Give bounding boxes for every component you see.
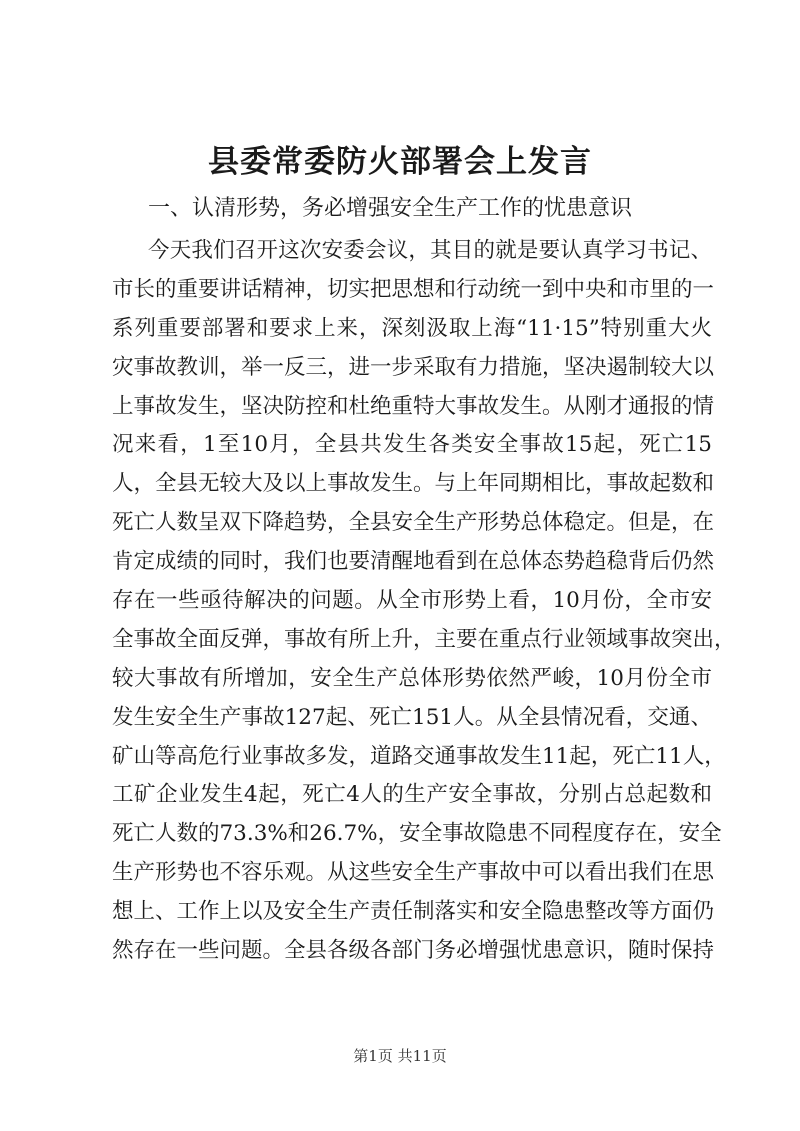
- paragraph-line: 全事故全面反弹，事故有所上升，主要在重点行业领域事故突出，: [112, 626, 736, 652]
- paragraph-line: 较大事故有所增加，安全生产总体形势依然严峻，10月份全市: [112, 665, 712, 691]
- paragraph-line: 况来看，1至10月，全县共发生各类安全事故15起，死亡15: [112, 432, 712, 458]
- paragraph-line: 人，全县无较大及以上事故发生。与上年同期相比，事故起数和: [112, 471, 715, 497]
- document-title: 县委常委防火部署会上发言: [208, 144, 592, 180]
- paragraph-line: 死亡人数的73.3%和26.7%，安全事故隐患不同程度存在，安全: [112, 821, 722, 847]
- body-text: [112, 232, 736, 971]
- paragraph-line: 今天我们召开这次安委会议，其目的就是要认真学习书记、: [148, 238, 712, 263]
- paragraph-line: 市长的重要讲话精神，切实把思想和行动统一到中央和市里的一: [112, 276, 715, 302]
- paragraph-line: 然存在一些问题。全县各级各部门务必增强忧患意识，随时保持: [112, 938, 715, 964]
- paragraph-line: 肯定成绩的同时，我们也要清醒地看到在总体态势趋稳背后仍然: [112, 549, 715, 575]
- paragraph-line: 灾事故教训，举一反三，进一步采取有力措施，坚决遏制较大以: [112, 354, 715, 380]
- paragraph-line: 工矿企业发生4起，死亡4人的生产安全事故，分别占总起数和: [112, 782, 712, 808]
- paragraph-line: 发生安全生产事故127起、死亡151人。从全县情况看，交通、: [112, 704, 712, 730]
- paragraph-line: 想上、工作上以及安全生产责任制落实和安全隐患整改等方面仍: [112, 899, 715, 925]
- paragraph-line: 死亡人数呈双下降趋势，全县安全生产形势总体稳定。但是，在: [112, 510, 715, 536]
- paragraph-line: 系列重要部署和要求上来，深刻汲取上海“11·15”特别重大火: [112, 315, 712, 341]
- paragraph-line: 生产形势也不容乐观。从这些安全生产事故中可以看出我们在思: [112, 860, 715, 886]
- section-heading: 一、认清形势，务必增强安全生产工作的忧患意识: [148, 196, 633, 221]
- paragraph-line: 存在一些亟待解决的问题。从全市形势上看，10月份，全市安: [112, 588, 712, 614]
- page-indicator: 第1页 共11页: [353, 1047, 447, 1065]
- paragraph-line: 矿山等高危行业事故多发，道路交通事故发生11起，死亡11人，: [112, 743, 726, 769]
- paragraph-line: 上事故发生，坚决防控和杜绝重特大事故发生。从刚才通报的情: [112, 393, 715, 419]
